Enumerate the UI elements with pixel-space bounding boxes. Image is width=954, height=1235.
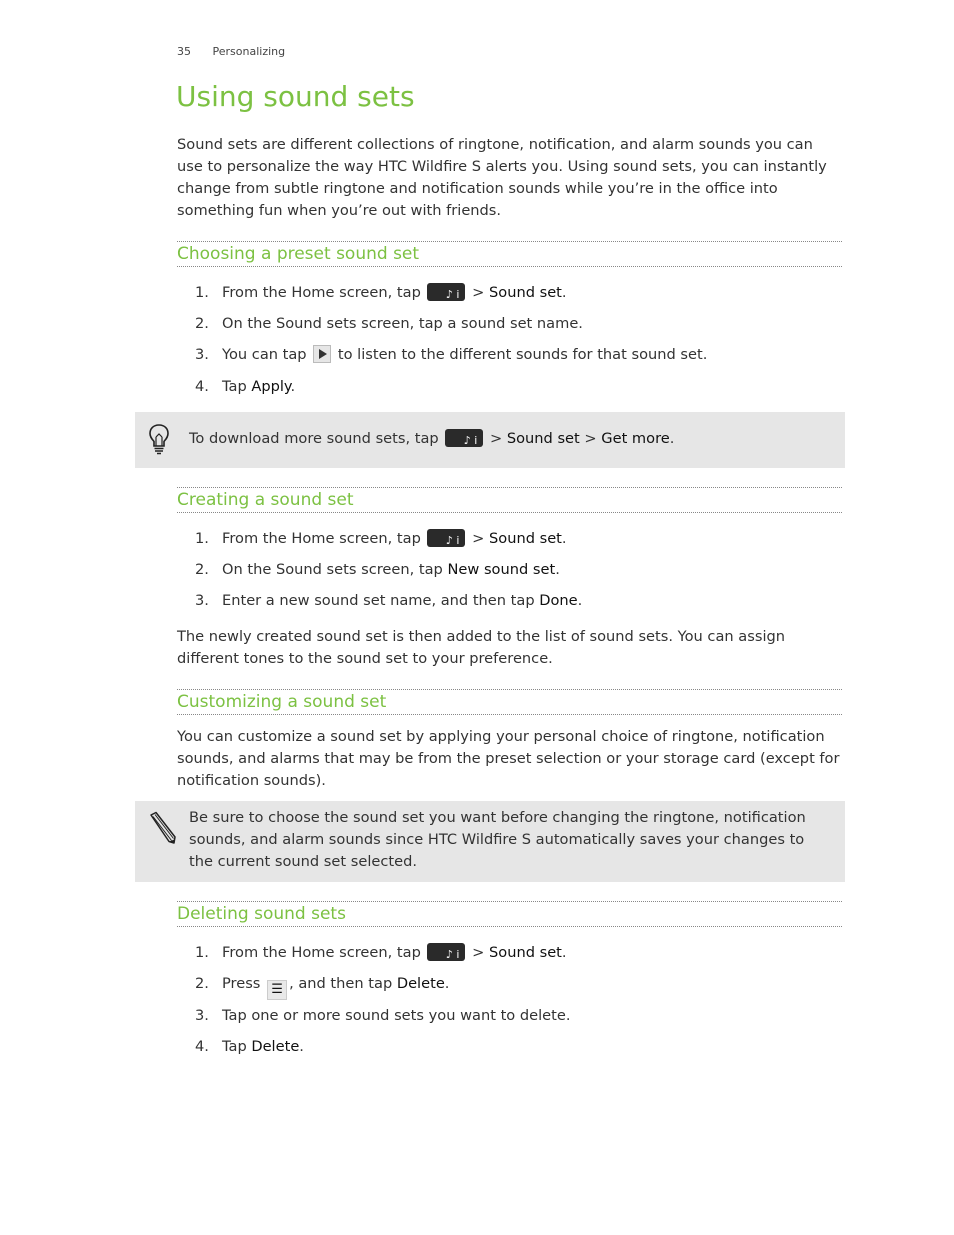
list-item: 3. You can tap to listen to the different sounds for that sound set. xyxy=(195,346,708,363)
section-create xyxy=(177,487,842,513)
personalize-icon xyxy=(427,943,465,961)
page-number: 35 xyxy=(177,45,191,58)
page-header xyxy=(177,45,303,58)
list-item: 2. On the Sound sets screen, tap a sound set name. xyxy=(195,315,583,332)
personalize-icon xyxy=(427,283,465,301)
list-item: 4. Tap Delete. xyxy=(195,1038,304,1055)
tip-box xyxy=(135,412,845,468)
list-item: 3. Tap one or more sound sets you want to delete. xyxy=(195,1007,571,1024)
section-heading: Customizing a sound set xyxy=(177,692,387,712)
personalize-icon xyxy=(427,529,465,547)
section-heading: Creating a sound set xyxy=(177,490,354,510)
list-item: 2. Press ☰ , and then tap Delete. xyxy=(195,973,835,1000)
list-item: 3. Enter a new sound set name, and then tap Done. xyxy=(195,592,583,609)
pencil-icon xyxy=(147,811,177,845)
note-box xyxy=(135,801,845,882)
customize-paragraph: You can customize a sound set by applying your personal choice of ringtone, notification sounds, and alarms that may be from the preset selection or your storage card (except for notification sounds). xyxy=(177,728,840,789)
tip-text: To download more sound sets, tap ♪ i > Sound set > Get more. xyxy=(189,428,829,450)
section-customize xyxy=(177,689,842,715)
section-name: Personalizing xyxy=(212,45,286,58)
create-after-paragraph: The newly created sound set is then added to the list of sound sets. You can assign different tones to the sound set to your preference. xyxy=(177,628,786,667)
list-item: 2. On the Sound sets screen, tap New sound set. xyxy=(195,561,560,578)
list-item: 1. From the Home screen, tap ♪ i > Sound set. xyxy=(195,528,835,550)
personalize-icon xyxy=(445,429,483,447)
list-item: 1. From the Home screen, tap ♪ i > Sound set. xyxy=(195,282,835,304)
section-delete xyxy=(177,901,842,927)
note-text: Be sure to choose the sound set you want before changing the ringtone, notification sounds, and alarm sounds since HTC Wildfire S automatically saves your changes to the current sound set selected. xyxy=(189,809,806,870)
menu-icon: ☰ xyxy=(267,980,287,1000)
section-preset xyxy=(177,241,842,267)
list-item: 4. Tap Apply. xyxy=(195,378,296,395)
intro-paragraph: Sound sets are different collections of ringtone, notification, and alarm sounds you can use to personalize the way HTC Wildfire S alerts you. Using sound sets, you can instantly change from subtle ringtone and notification sounds while you’re in the office into something fun when you’re out with friends. xyxy=(177,136,827,219)
lightbulb-icon xyxy=(147,423,171,455)
list-item: 1. From the Home screen, tap ♪ i > Sound set. xyxy=(195,942,835,964)
play-icon xyxy=(313,345,331,363)
section-heading: Choosing a preset sound set xyxy=(177,244,420,264)
section-heading: Deleting sound sets xyxy=(177,904,346,924)
page-title: Using sound sets xyxy=(176,80,415,113)
